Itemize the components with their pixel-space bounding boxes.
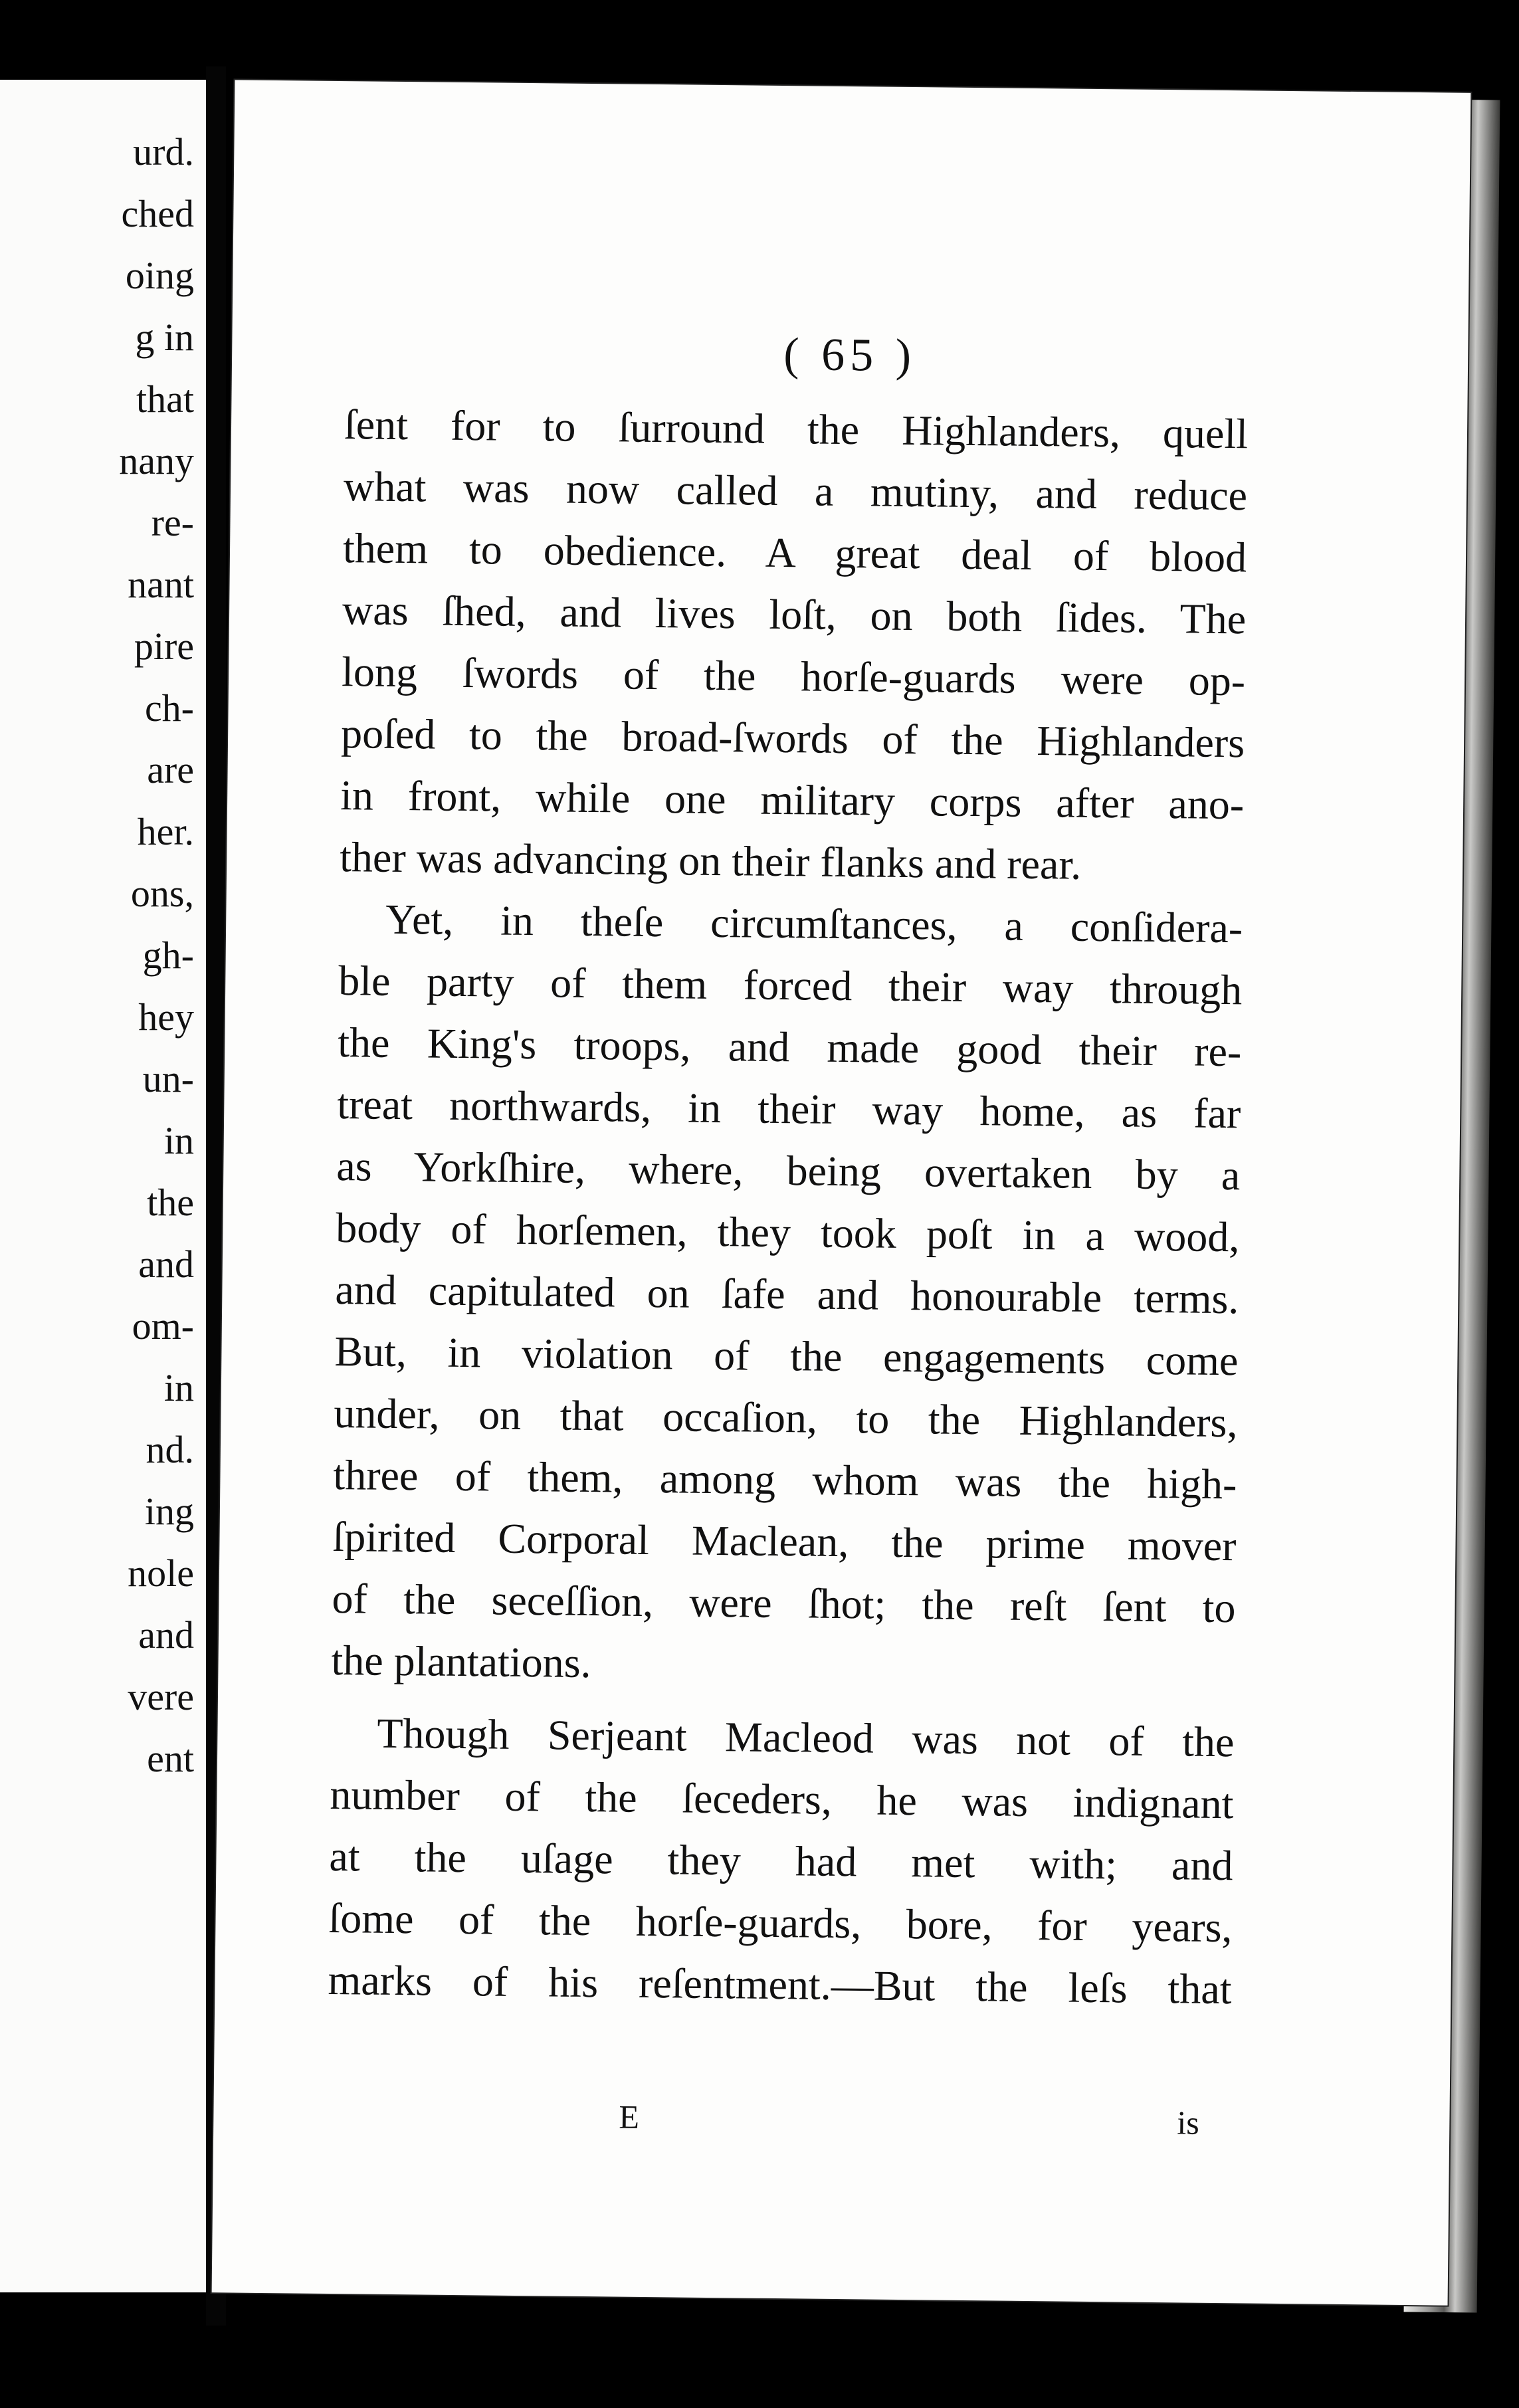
left-line: nd. [146,1428,194,1471]
text-line: ther was advancing on their flanks and rear. [339,833,1082,888]
signature-mark: E [619,2098,640,2136]
left-line: ons, [130,872,194,915]
left-line: re- [151,501,194,544]
text-line: Though Serjeant Macleod was not of the [377,1709,1235,1766]
left-line: the [147,1181,194,1224]
text-line: ble party of them forced their way through [338,957,1243,1014]
left-line: that [136,377,194,421]
left-line: vere [128,1675,194,1718]
main-page [212,80,1471,2305]
text-line: Yet, in theſe circumſtances, a conſidera- [385,895,1243,952]
left-line: and [138,1243,194,1286]
left-line: gh- [142,934,194,977]
text-line: treat northwards, in their way home, as far [336,1080,1241,1138]
text-line: them to obedience. A great deal of blood [342,524,1247,581]
facing-page-fragment [0,80,206,2292]
text-line: the plantations. [331,1637,591,1687]
text-line: poſed to the broad-ſwords of the Highlanders [340,710,1245,767]
text-line: was ſhed, and lives loſt, on both ſides. The [342,586,1247,643]
text-line: body of horſemen, they took poſt in a wood, [336,1204,1240,1261]
left-line: in [163,1119,194,1162]
text-line: three of them, among whom was the high- [333,1451,1237,1508]
left-line: are [147,748,194,791]
text-line: in front, while one military corps after ano- [340,771,1245,829]
left-line: ch- [144,686,194,730]
left-line: oing [125,254,194,297]
page-number: ( 65 ) [783,329,917,382]
text-line: as Yorkſhire, where, being overtaken by a [336,1142,1241,1199]
left-line: ent [147,1737,194,1780]
text-line: But, in violation of the engagements come [334,1328,1239,1385]
text-line: the King's troops, and made good their re- [337,1019,1242,1076]
left-line: g in [135,316,194,359]
left-line: un- [142,1057,194,1100]
left-line: urd. [133,130,194,173]
left-line: in [163,1366,194,1409]
text-line: ſent for to ſurround the Highlanders, quell [344,401,1249,458]
catchword: is [1177,2104,1200,2142]
left-line: nant [128,563,194,606]
text-line: under, on that occaſion, to the Highlanders, [334,1389,1238,1447]
left-line: pire [134,625,194,668]
text-line: ſpirited Corporal Maclean, the prime mover [332,1513,1237,1570]
text-line: long ſwords of the horſe-guards were op- [341,648,1246,705]
left-line: hey [138,995,194,1039]
text-line: at the uſage they had met with; and [329,1832,1233,1890]
left-line: nany [119,439,194,482]
text-line: of the seceſſion, were ſhot; the reſt ſent to [332,1575,1236,1632]
left-line: and [138,1613,194,1656]
text-line: ſome of the horſe-guards, bore, for years, [328,1894,1233,1952]
left-line: om- [132,1304,194,1348]
left-line: ched [121,192,194,235]
text-line: marks of his reſentment.—But the leſs that [328,1956,1232,2013]
left-line: her. [137,810,194,853]
text-line: what was now called a mutiny, and reduce [343,462,1248,520]
text-line: number of the ſeceders, he was indignant [330,1770,1234,1828]
text-line: and capitulated on ſafe and honourable terms. [335,1266,1239,1323]
body-text [328,393,1248,2020]
left-line: ing [144,1490,194,1533]
left-line: nole [128,1552,194,1595]
